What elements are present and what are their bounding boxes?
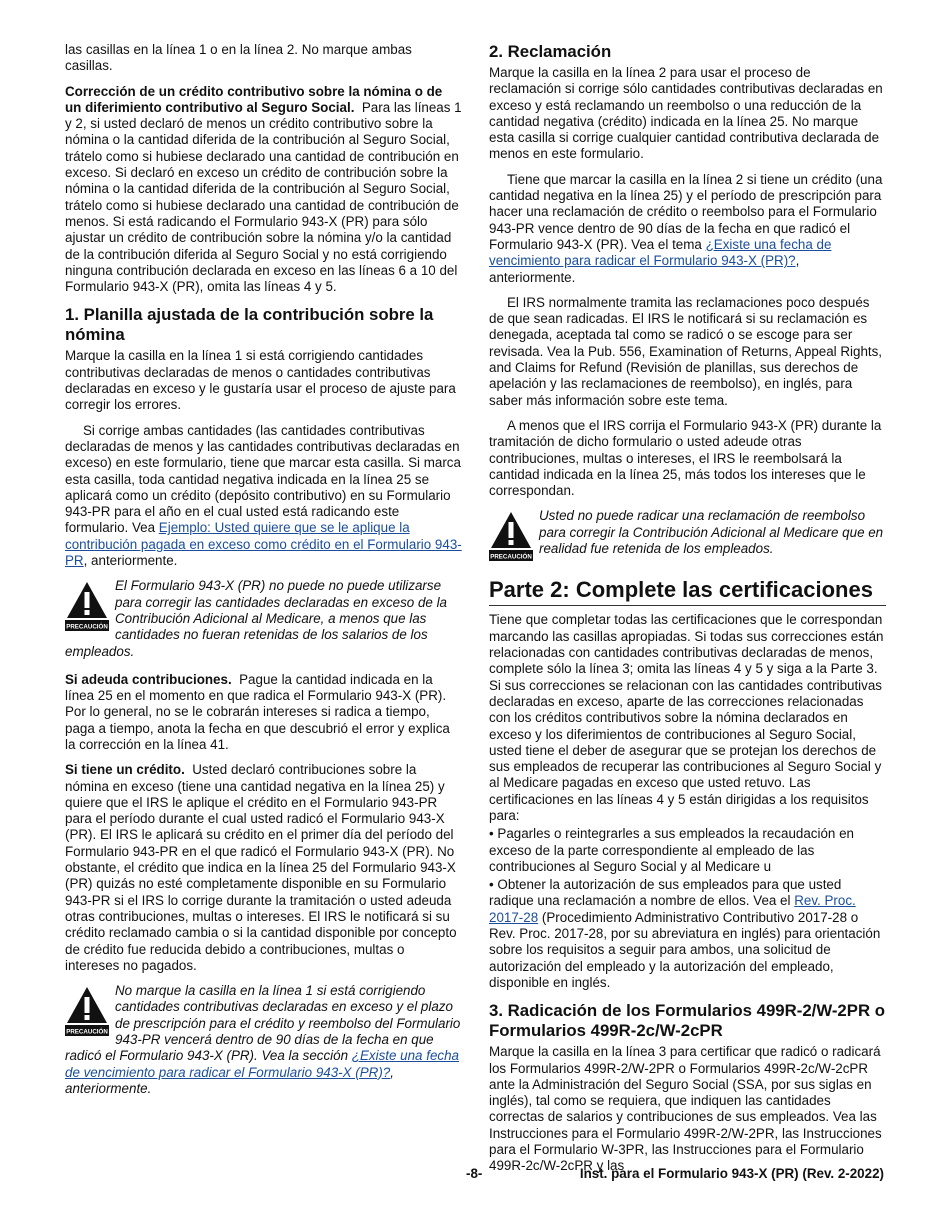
caution-icon bbox=[65, 580, 109, 632]
caution-text: No marque la casilla en la línea 1 si está corrigiendo cantidades contributivas declaradas en exceso y el plazo de prescripción para el crédito y reembolso del Formulario 943-PR vencerá dentro de 90 días de la fecha en que radicó el Formulario 943-X (PR). Vea la sección ¿Existe una fecha de vencimiento para radicar el Formulario 943-X (PR)?, anteriormente. bbox=[65, 983, 461, 1096]
deadline-link[interactable]: ¿Existe una fecha de vencimiento para radicar el Formulario 943-X (PR)? bbox=[65, 1048, 459, 1080]
rev-proc-link[interactable]: Rev. Proc. 2017-28 bbox=[489, 893, 856, 925]
paragraph: Marque la casilla en la línea 2 para usar el proceso de reclamación si corrige sólo cantidades contributivas declaradas en exceso y está reclamando un reembolso o una reducción de la cantidad negativa (crédito) indicada en la línea 25. No marque esta casilla si corrige cualquier cantidad contributiva declarada de menos en este formulario. bbox=[489, 65, 883, 162]
svg-text:PRECAUCIÓN: PRECAUCIÓN bbox=[66, 1028, 108, 1036]
paragraph: Si adeuda contribuciones. Pague la cantidad indicada en la línea 25 en el momento en que radica el Formulario 943-X (PR). Por lo general, no se le cobrarán intereses si radica a tiempo, paga a tiempo, anota la fecha en que descubrió el error y explica la corrección en la línea 41. bbox=[65, 671, 450, 752]
caution-text: Usted no puede radicar una reclamación de reembolso para corregir la Contribución Adicional al Medicare que en realidad fue retenida de los empleados. bbox=[539, 508, 884, 557]
footer-title: Inst. para el Formulario 943-X (PR) (Rev. 2-2022) bbox=[579, 1166, 884, 1181]
run-in-heading: Si adeuda contribuciones. bbox=[65, 671, 232, 687]
section-heading: 2. Reclamación bbox=[489, 42, 612, 61]
caution-text: El Formulario 943-X (PR) no puede no puede utilizarse para corregir las cantidades declaradas en exceso de la Contribución Adicional al Medicare, a menos que las cantidades no fueran retenidas de los salarios de los empleados. bbox=[65, 578, 447, 659]
run-in-heading: Si tiene un crédito. bbox=[65, 762, 185, 778]
paragraph: Si corrige ambas cantidades (las cantidades contributivas declaradas de menos y las cantidades contributivas declaradas en exceso) en este formulario, tiene que marcar esta casilla. Si marca esta casilla, toda cantidad negativa indicada en la línea 25 se aplicará como un crédito (depósito contributivo) en su Formulario 943-PR para el año en el cual usted está radicando este formulario. Vea Ejemplo: Usted quiere que se le aplique la contribución pagada en exceso como crédito en el Formulario 943-PR, anteriormente. bbox=[65, 422, 462, 569]
right-column bbox=[489, 42, 886, 1184]
caution-icon bbox=[489, 510, 533, 562]
left-column bbox=[65, 42, 462, 1109]
caution-note bbox=[489, 508, 886, 564]
page-number: -8- bbox=[466, 1166, 483, 1181]
svg-text:PRECAUCIÓN: PRECAUCIÓN bbox=[66, 623, 108, 631]
caution-note bbox=[65, 983, 462, 1097]
paragraph: A menos que el IRS corrija el Formulario 943-X (PR) durante la tramitación de dicho formulario o usted adeude otras contribuciones, multas o intereses, el IRS le reembolsará la cantidad indicada en la línea 25, más todos los intereses que le correspondan. bbox=[489, 417, 882, 499]
paragraph: Corrección de un crédito contributivo sobre la nómina o de un diferimiento contributivo al Seguro Social. Para las líneas 1 y 2, si usted declaró de menos un crédito contributivo sobre la nómina o la cantidad diferida de la contribución al Seguro Social, trátelo como si hubiese declarado una cantidad de contribución en exceso. Si declaró en exceso un crédito de contribución sobre la nómina o la cantidad diferida de la contribución al Seguro Social, trátelo como si hubiese declarado una cantidad de contribución de menos. Si está radicando el Formulario 943-X (PR) para sólo ajustar un crédito de contribución sobre la nómina y/o la cantidad de la contribución diferida al Seguro Social y no está corrigiendo ninguna contribución declarada en exceso en las líneas 6 a 10 del Formulario 943-X (PR), omita las líneas 4 y 5. bbox=[65, 83, 462, 295]
paragraph: Tiene que completar todas las certificaciones que le correspondan marcando las casillas apropiadas. Si todas sus correcciones están relacionadas con cantidades contributivas declaradas de menos, complete sólo la línea 3; omita las líneas 4 y 5 y siga a la Parte 3. Si sus correcciones se relacionan con las cantidades contributivas declaradas en exceso, aparte de las correcciones relacionadas con los créditos contributivos sobre la nómina declarados en exceso y los diferimientos de contribuciones al Seguro Social, usted tiene el deber de asegurar que se protejan los derechos de sus empleados de recuperar las contribuciones al Seguro Social y al Medicare pagadas en exceso que usted retuvo. Las certificaciones en las líneas 4 y 5 están dirigidas a los requisitos para: bbox=[489, 612, 884, 823]
caution-note bbox=[65, 578, 462, 659]
example-link[interactable]: Ejemplo: Usted quiere que se le aplique la contribución pagada en exceso como crédito en el Formulario 943-PR bbox=[65, 520, 462, 569]
paragraph: El IRS normalmente tramita las reclamaciones poco después de que sean radicadas. El IRS le notificará si su reclamación es denegada, aceptada tal como se radicó o se escoge para ser revisada. Vea la Pub. 556, Examination of Returns, Appeal Rights, and Claims for Refund (Revisión de planillas, sus derechos de apelación y las reclamaciones de reembolso), en inglés, para saber más información sobre este tema. bbox=[489, 294, 883, 408]
part-heading: Parte 2: Complete las certificaciones bbox=[489, 576, 886, 606]
caution-icon bbox=[65, 985, 109, 1037]
section-heading: 1. Planilla ajustada de la contribución sobre la nómina bbox=[65, 305, 434, 345]
paragraph: las casillas en la línea 1 o en la línea 2. No marque ambas casillas. bbox=[65, 42, 412, 74]
section-heading: 3. Radicación de los Formularios 499R-2/W-2PR o Formularios 499R-2c/W-2cPR bbox=[489, 1001, 885, 1041]
list-item: • Obtener la autorización de sus empleados para que usted radique una reclamación a nombre de ellos. Vea el Rev. Proc. 2017-28 (Procedimiento Administrativo Contributivo 2017-28 o Rev. Proc. 2017-28, por su abreviatura en inglés) para orientación sobre los requisitos a seguir para ambos, una solicitud de autorización del empleado y la autorización del empleado, disponible en inglés. bbox=[489, 877, 881, 990]
paragraph: Tiene que marcar la casilla en la línea 2 si tiene un crédito (una cantidad negativa en la línea 25) y el período de prescripción para hacer una reclamación de crédito o reembolso para el Formulario 943-PR vence dentro de 90 días de la fecha en que radicó el Formulario 943-X (PR). Vea el tema ¿Existe una fecha de vencimiento para radicar el Formulario 943-X (PR)?, anteriormente. bbox=[489, 171, 883, 285]
paragraph: Marque la casilla en la línea 1 si está corrigiendo cantidades contributivas declaradas de menos o cantidades contributivas declaradas en exceso y le gustaría usar el proceso de ajuste para corregir los errores. bbox=[65, 348, 456, 413]
deadline-link[interactable]: ¿Existe una fecha de vencimiento para radicar el Formulario 943-X (PR)? bbox=[489, 236, 832, 269]
paragraph: Si tiene un crédito. Usted declaró contribuciones sobre la nómina en exceso (tiene una cantidad negativa en la línea 25) y quiere que el IRS le aplique el crédito en el Formulario 943-PR para el período durante el cual usted radicó el Formulario 943-X (PR). El IRS le aplicará su crédito en el primer día del período del Formulario 943-PR en el que radicó el Formulario 943-X (PR). No obstante, el crédito que indica en la línea 25 del Formulario 943-X (PR) quizás no esté completamente disponible en su Formulario 943-PR si el IRS lo corrige durante la tramitación o usted adeuda otras contribuciones, multas o intereses. El IRS le notificará si su crédito reclamado cambia o si la cantidad disponible por concepto de crédito fue reducida debido a contribuciones, multas o intereses no pagados. bbox=[65, 762, 457, 973]
svg-text:PRECAUCIÓN: PRECAUCIÓN bbox=[490, 553, 532, 561]
paragraph: Marque la casilla en la línea 3 para certificar que radicó o radicará los Formularios 499R-2/W-2PR o Formularios 499R-2c/W-2cPR ante la Administración del Seguro Social (SSA, por sus siglas en inglés), tal como se requiera, que indiquen las cantidades correctas de salarios y contribuciones de sus empleados. Vea las Instrucciones para el Formulario 499R-2/W-2PR, las Instrucciones para el Formulario W-3PR, las Instrucciones para el Formulario 499R-2c/W-2cPR y las bbox=[489, 1044, 882, 1174]
list-item: • Pagarles o reintegrarles a sus empleados la recaudación en exceso de la parte correspondiente al empleado de las contribuciones al Seguro Social y al Medicare u bbox=[489, 826, 854, 874]
run-in-heading: Corrección de un crédito contributivo sobre la nómina o de un diferimiento contributivo al Seguro Social. bbox=[65, 83, 443, 115]
